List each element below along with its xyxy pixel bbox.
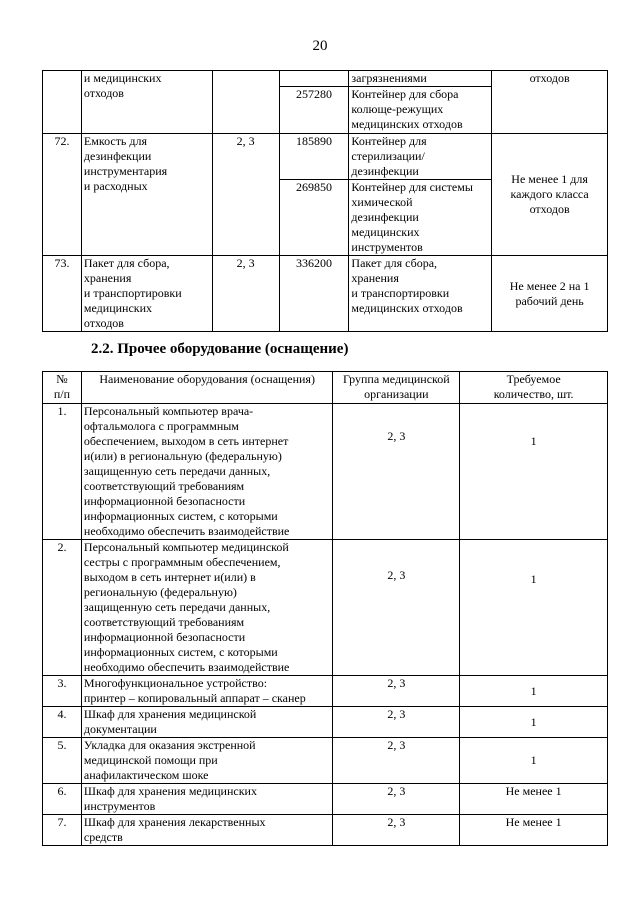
required-quantity: 1	[460, 676, 608, 707]
table-row	[43, 134, 608, 180]
org-group: 2, 3	[333, 707, 460, 738]
row-number: 4.	[43, 707, 82, 738]
equipment-name: Шкаф для хранения медицинской документации	[81, 707, 333, 738]
equipment-name: Укладка для оказания экстренной медицинской помощи при анафилактическом шоке	[81, 738, 333, 784]
equipment-name: и медицинских отходов	[81, 71, 212, 134]
org-group: 2, 3	[333, 738, 460, 784]
row-number: 3.	[43, 676, 82, 707]
row-number: 2.	[43, 540, 82, 676]
equipment-name: Шкаф для хранения медицинских инструментов	[81, 784, 333, 815]
header-group: Группа медицинской организации	[333, 372, 460, 404]
table-row	[43, 738, 608, 784]
section-title: 2.2. Прочее оборудование (оснащение)	[91, 341, 349, 357]
org-group: 2, 3	[333, 676, 460, 707]
row-number: 1.	[43, 404, 82, 540]
org-group: 2, 3	[212, 256, 279, 332]
required-quantity: Не менее 1 для каждого класса отходов	[492, 134, 608, 256]
table-row	[43, 71, 608, 87]
nomenclature-item: Пакет для сбора, хранения и транспортировки медицинских отходов	[349, 256, 492, 332]
table-row	[43, 540, 608, 676]
org-group: 2, 3	[333, 540, 460, 676]
org-group: 2, 3	[333, 404, 460, 540]
required-quantity: Не менее 1	[460, 815, 608, 846]
org-group	[212, 71, 279, 134]
nomenclature-code: 185890	[279, 134, 349, 180]
other-equipment-table	[42, 371, 608, 846]
table-header	[43, 372, 608, 404]
row-number: 6.	[43, 784, 82, 815]
row-number: 73.	[43, 256, 82, 332]
nomenclature-code: 257280	[279, 87, 349, 134]
page-number: 20	[312, 38, 328, 54]
nomenclature-code	[279, 71, 349, 87]
org-group: 2, 3	[333, 815, 460, 846]
nomenclature-item: загрязнениями	[349, 71, 492, 87]
required-quantity: 1	[460, 738, 608, 784]
equipment-name: Персональный компьютер врача- офтальмолога с программным обеспечением, выходом в сеть интернет и(или) в региональную (федеральную) защищенную сеть передачи данных, соответствующий требованиям информационной безопасности информациoнных систем, с которыми необходимо обеспечить взаимодействие	[81, 404, 333, 540]
table-row	[43, 815, 608, 846]
row-number	[43, 71, 82, 134]
required-quantity: Не менее 1	[460, 784, 608, 815]
row-number: 7.	[43, 815, 82, 846]
required-quantity: 1	[460, 540, 608, 676]
equipment-name: Персональный компьютер медицинской сестры с программным обеспечением, выходом в сеть интернет и(или) в региональную (федеральную) защищенную сеть передачи данных, соответствующий требованиям информационной безопасности информационных систем, с которыми необходимо обеспечить взаимодействие	[81, 540, 333, 676]
nomenclature-item: Контейнер для стерилизации/ дезинфекции	[349, 134, 492, 180]
table-row	[43, 784, 608, 815]
equipment-name: Многофункциональное устройство: принтер – копировальный аппарат – сканер	[81, 676, 333, 707]
table-row	[43, 256, 608, 332]
required-quantity: Не менее 2 на 1 рабочий день	[492, 256, 608, 332]
equipment-table-continued	[42, 70, 608, 332]
row-number: 72.	[43, 134, 82, 256]
nomenclature-item: Контейнер для сбора колюще-режущих медицинских отходов	[349, 87, 492, 134]
header-number: № п/п	[43, 372, 82, 404]
nomenclature-item: Контейнер для системы химической дезинфекции медицинских инструментов	[349, 180, 492, 256]
org-group: 2, 3	[212, 134, 279, 256]
table-row	[43, 707, 608, 738]
required-quantity: 1	[460, 404, 608, 540]
required-quantity: отходов	[492, 71, 608, 134]
table-row	[43, 404, 608, 540]
row-number: 5.	[43, 738, 82, 784]
equipment-name: Емкость для дезинфекции инструментария и расходных	[81, 134, 212, 256]
required-quantity: 1	[460, 707, 608, 738]
table-row	[43, 676, 608, 707]
header-quantity: Требуемое количество, шт.	[460, 372, 608, 404]
equipment-name: Пакет для сбора, хранения и транспортировки медицинских отходов	[81, 256, 212, 332]
header-name: Наименование оборудования (оснащения)	[81, 372, 333, 404]
org-group: 2, 3	[333, 784, 460, 815]
nomenclature-code: 336200	[279, 256, 349, 332]
equipment-name: Шкаф для хранения лекарственных средств	[81, 815, 333, 846]
nomenclature-code: 269850	[279, 180, 349, 256]
